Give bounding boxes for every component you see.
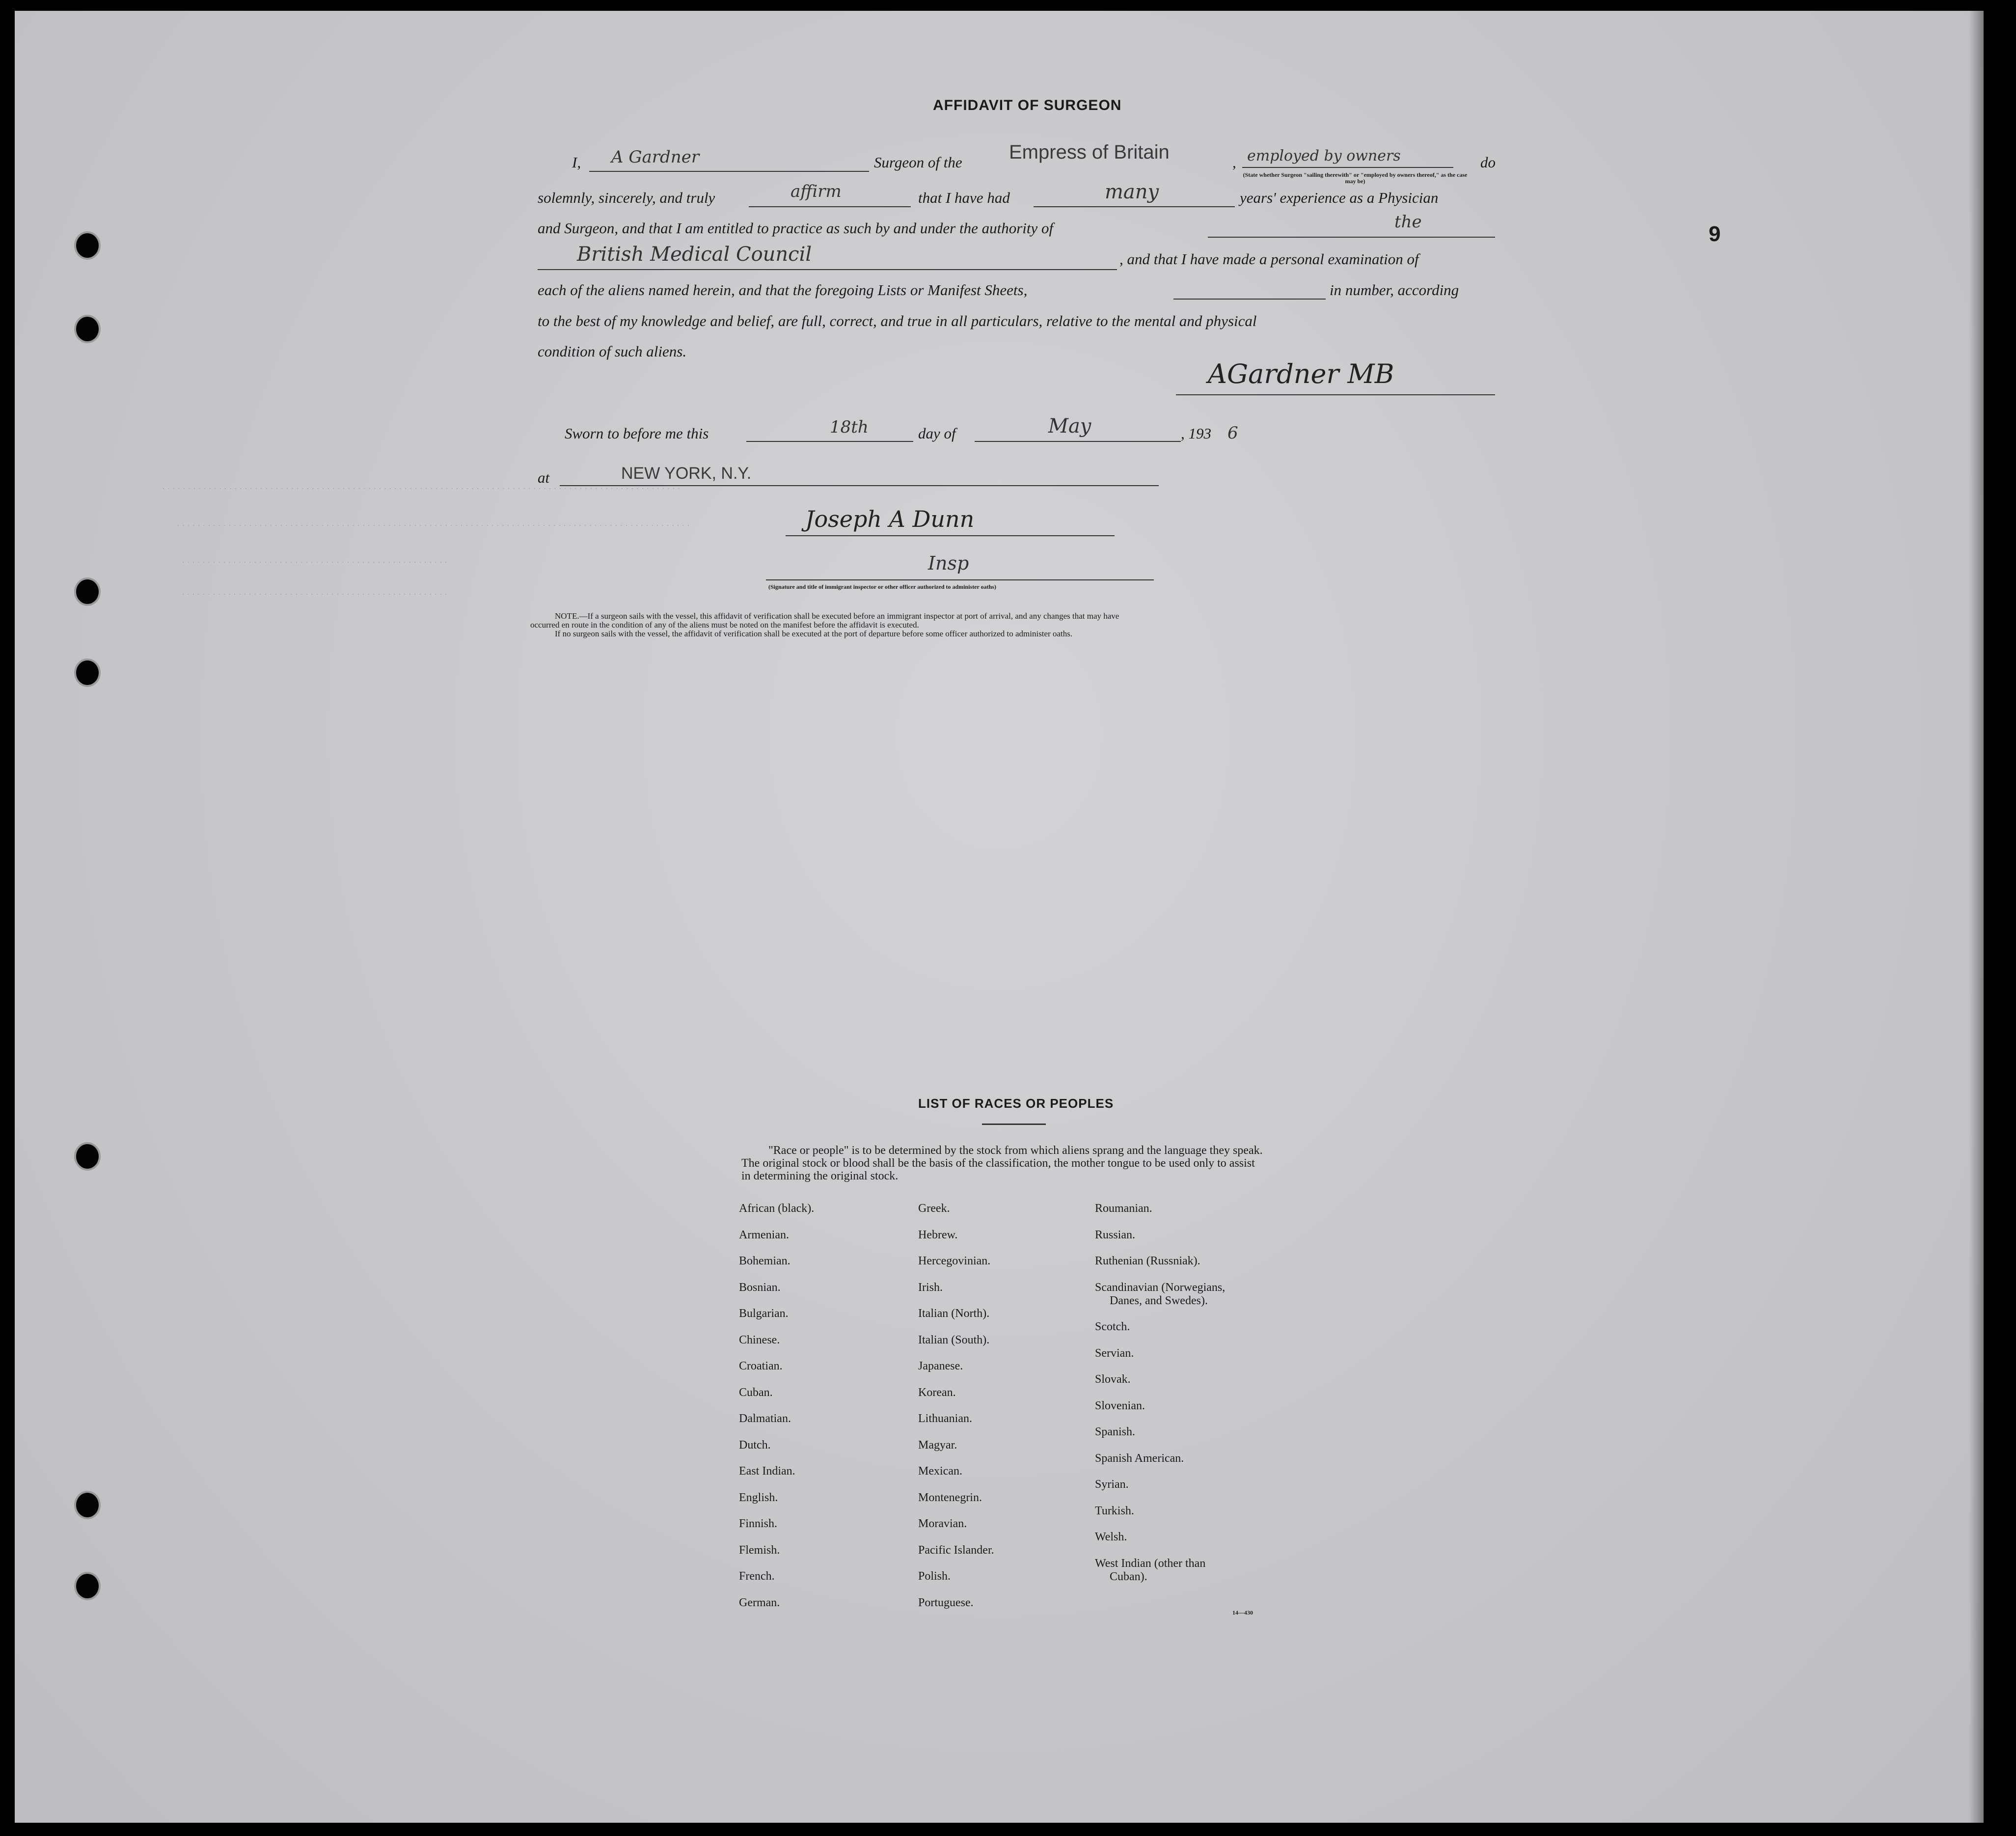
affidavit-text: , [1232,154,1236,171]
sworn-year: , 193 [1181,425,1211,442]
race-item: Hebrew. [918,1228,958,1241]
punch-hole [76,317,99,341]
punch-hole [76,1574,99,1598]
surgeon-signature: AGardner MB [1208,358,1394,389]
races-column-1 [739,1202,814,1622]
race-item: Finnish. [739,1517,778,1530]
race-item: Cuban. [739,1386,773,1399]
race-item: Armenian. [739,1228,789,1241]
fill-line [1242,167,1453,168]
affidavit-text: in number, according [1330,281,1459,299]
race-item: Polish. [918,1570,951,1583]
race-item: Korean. [918,1386,956,1399]
race-item: Spanish American. [1095,1452,1184,1465]
fill-line [1208,237,1495,238]
race-item: English. [739,1491,778,1504]
affidavit-title: AFFIDAVIT OF SURGEON [933,97,1122,113]
race-item: Japanese. [918,1360,963,1372]
affidavit-text: do [1480,154,1496,171]
races-column-2 [918,1202,994,1622]
fill-line [746,441,913,442]
punch-hole [76,1144,99,1169]
sworn-year-digit: 6 [1227,423,1238,443]
race-item: Montenegrin. [918,1491,982,1504]
race-item: Danes, and Swedes). [1110,1294,1208,1307]
race-item: Roumanian. [1095,1202,1152,1215]
race-item: Bosnian. [739,1281,781,1294]
fill-line [975,441,1181,442]
race-item: Scotch. [1095,1320,1130,1333]
form-code: 14—430 [1232,1609,1253,1616]
race-item: Syrian. [1095,1478,1129,1491]
place-stamp: NEW YORK, N.Y. [621,464,752,483]
punch-hole [76,1493,99,1517]
signature-line [1176,394,1495,395]
race-item: Croatian. [739,1360,783,1372]
race-item: Italian (North). [918,1307,990,1320]
authority-handwriting: the [1394,212,1422,232]
page-edge-shadow [1969,11,1984,1823]
race-item: Greek. [918,1202,950,1215]
years-experience: many [1105,181,1159,203]
surgeon-name: A Gardner [611,147,700,167]
at-label: at [538,469,550,486]
bleed-through-text: · · · · · · · · · · · · · · · · · · · · · · · · · · · · · · · · · · · · · · · · · · · · · · · · · · · · · · · · · · · · · · · · · · · · · · · · · · · · · · · · · · · · · · · · · · · · · · · · · · · · [177,521,690,530]
race-item: Dalmatian. [739,1412,791,1425]
employment-status: employed by owners [1247,147,1401,164]
race-item: German. [739,1596,780,1609]
oath-word: affirm [790,182,842,201]
race-item: Irish. [918,1281,943,1294]
race-item: Ruthenian (Russniak). [1095,1255,1200,1267]
affidavit-note: occurred en route in the condition of any of the aliens must be noted on the manifest before the affidavit is executed. [530,620,919,630]
race-item: Bohemian. [739,1255,790,1267]
race-item: West Indian (other than [1095,1557,1206,1570]
fill-line [589,171,869,172]
race-item: Scandinavian (Norwegians, [1095,1281,1226,1294]
punch-hole [76,660,99,685]
signature-line [766,579,1154,580]
sworn-day: 18th [830,417,869,437]
officer-caption: (Signature and title of immigrant inspector or other officer authorized to administer oaths) [768,583,996,590]
race-item: French. [739,1570,775,1583]
fill-line [538,269,1117,270]
officer-signature: Joseph A Dunn [805,506,975,532]
race-item: Russian. [1095,1228,1136,1241]
affidavit-text: Surgeon of the [874,154,962,171]
race-item: Magyar. [918,1438,957,1452]
race-item: East Indian. [739,1465,795,1478]
race-item: Dutch. [739,1438,771,1452]
races-column-3 [1095,1202,1225,1584]
fill-line [1173,299,1326,300]
fill-line [560,485,1159,486]
affidavit-note: NOTE.—If a surgeon sails with the vessel, this affidavit of verification shall be executed before an immigrant inspector at port of arrival, and any changes that may have [555,611,1119,621]
bleed-through-text: · · · · · · · · · · · · · · · · · · · · · · · · · · · · · · · · · · · · · · · · · · · · · · · · · · · · · · · · · · · · · · · · · · · · · · · · · · · · · · · · · · · · · · · · · · · · · · · · · · · · · [162,484,681,493]
signature-line [786,535,1115,536]
affidavit-text: years' experience as a Physician [1240,189,1439,206]
race-item: Flemish. [739,1543,780,1557]
race-item: Lithuanian. [918,1412,972,1425]
races-intro: "Race or people" is to be determined by the stock from which aliens sprang and the language they speak. The original stock or blood shall be the basis of the classification, the mother tongue to be used only to assist in determining the original stock. [741,1144,1263,1182]
race-item: Moravian. [918,1517,967,1530]
affidavit-note: If no surgeon sails with the vessel, the affidavit of verification shall be executed at the port of departure before some officer authorized to administer oaths. [555,629,1073,638]
fill-line [1034,206,1235,207]
race-item: Slovak. [1095,1373,1131,1386]
race-item: African (black). [739,1202,815,1215]
race-item: Slovenian. [1095,1399,1145,1412]
race-item: Chinese. [739,1333,780,1346]
affidavit-text: condition of such aliens. [538,343,687,360]
race-item: Hercegovinian. [918,1255,991,1267]
race-item: Servian. [1095,1346,1134,1360]
affidavit-text: and Surgeon, and that I am entitled to practice as such by and under the authority of [538,219,1054,237]
affidavit-text: solemnly, sincerely, and truly [538,189,715,206]
affidavit-text: to the best of my knowledge and belief, are full, correct, and true in all particulars, relative to the mental and physical [538,312,1257,329]
affidavit-text: that I have had [918,189,1010,206]
affidavit-text: I, [572,154,581,171]
sworn-month: May [1048,415,1091,438]
race-item: Spanish. [1095,1425,1136,1438]
employment-note: (State whether Surgeon "sailing therewith" or "employed by owners thereof," as the case may be) [1243,171,1468,185]
bleed-through-text: · · · · · · · · · · · · · · · · · · · · · · · · · · · · · · · · · · · · · · · · · · · · · · · · · · · · [182,589,448,599]
fill-line [749,206,911,207]
race-item: Cuban). [1110,1570,1147,1583]
divider [982,1124,1046,1125]
punch-hole [76,579,99,604]
page-number: 9 [1709,222,1721,246]
officer-title: Insp [928,552,969,574]
vessel-name-stamp: Empress of Britain [1009,141,1170,163]
race-item: Turkish. [1095,1504,1134,1517]
punch-hole [76,233,99,258]
race-item: Pacific Islander. [918,1543,994,1557]
race-item: Bulgarian. [739,1307,789,1320]
sworn-text: Sworn to before me this [565,425,709,442]
bleed-through-text: · · · · · · · · · · · · · · · · · · · · · · · · · · · · · · · · · · · · · · · · · · · · · · · · · · · · [182,557,448,567]
race-item: Portuguese. [918,1596,974,1609]
authority-handwriting: British Medical Council [577,243,812,266]
races-title: LIST OF RACES OR PEOPLES [918,1096,1114,1111]
race-item: Welsh. [1095,1531,1127,1543]
race-item: Mexican. [918,1465,962,1478]
sworn-text: day of [918,425,956,442]
race-item: Italian (South). [918,1333,990,1346]
affidavit-text: , and that I have made a personal examination of [1119,250,1419,268]
affidavit-text: each of the aliens named herein, and that the foregoing Lists or Manifest Sheets, [538,281,1028,299]
